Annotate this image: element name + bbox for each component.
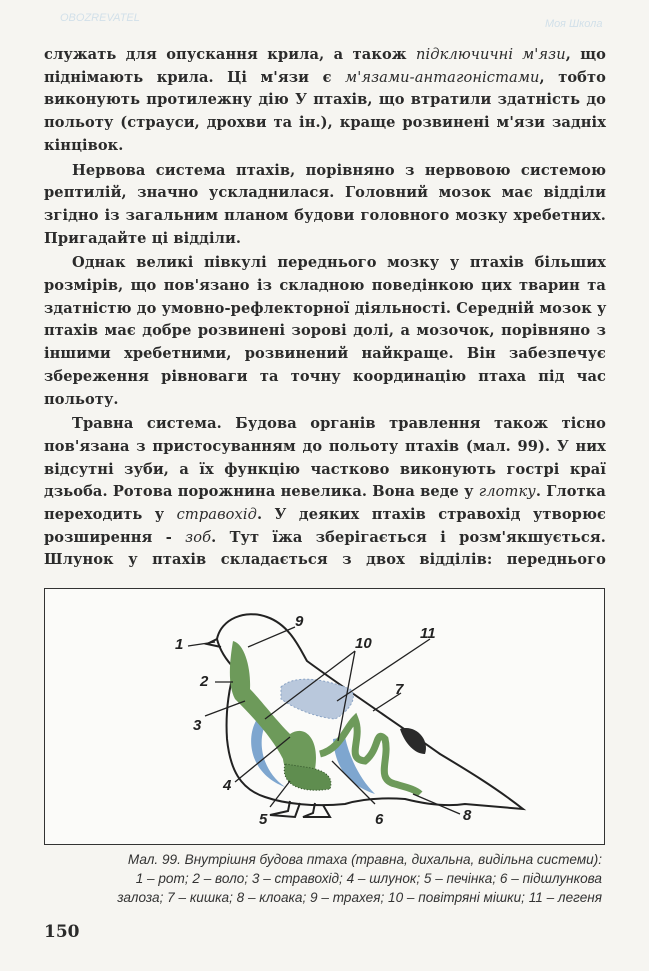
text-line bbox=[44, 527, 606, 550]
text-line bbox=[44, 436, 606, 459]
text-line bbox=[44, 343, 606, 366]
caption-line: Мал. 99. Внутрішня будова птаха (травна, дихальна, видільна системи): bbox=[127, 852, 602, 867]
label-1: 1 bbox=[175, 636, 184, 653]
text-segment: , що bbox=[565, 46, 606, 63]
text-segment: іншими хребетними, розвинений найкраще. Він забезпечує bbox=[44, 345, 606, 363]
label-4: 4 bbox=[223, 777, 232, 794]
italic-term: стравохід bbox=[176, 506, 257, 524]
text-segment: . Будова органів травлення також тісно bbox=[216, 415, 606, 433]
text-segment: . У деяких птахів стравохід утворює bbox=[257, 506, 607, 524]
text-line bbox=[44, 89, 606, 112]
text-segment: Однак великі півкулі переднього мозку у птахів більших bbox=[72, 254, 606, 272]
italic-term: зоб bbox=[185, 528, 212, 546]
text-segment: здатністю до умовно-рефлекторної діяльності. Середній мозок у bbox=[44, 299, 607, 317]
text-line bbox=[44, 252, 606, 275]
text-segment: кінцівок. bbox=[44, 136, 124, 154]
text-segment: переходить у bbox=[44, 506, 177, 524]
text-line bbox=[44, 320, 606, 343]
text-line bbox=[44, 67, 606, 90]
text-segment: птахів, порівняно з нервовою системою bbox=[225, 161, 607, 179]
text-segment: рептилій, значно ускладнилася. Головний мозок має відділи bbox=[44, 184, 606, 202]
text-segment: Шлунок у птахів складається з двох відділів: переднього bbox=[44, 551, 606, 569]
page-number: 150 bbox=[44, 922, 80, 942]
text-line bbox=[44, 298, 606, 321]
text-line bbox=[44, 160, 606, 183]
text-segment: пов'язана з пристосуванням до польоту птахів (мал. 99). У них bbox=[44, 437, 606, 455]
watermark: OBOZREVATEL bbox=[60, 12, 140, 24]
label-11: 11 bbox=[420, 625, 436, 642]
text-segment: виконують протилежну дію У птахів, що втратили здатність до bbox=[44, 91, 606, 109]
text-line bbox=[44, 135, 606, 158]
text-segment: птахів має добре розвинені зорові долі, а мозочок, порівняно з bbox=[44, 322, 606, 340]
text-line bbox=[44, 228, 606, 251]
text-segment: Пригадайте ці відділи. bbox=[44, 229, 242, 247]
figure-bird-anatomy bbox=[44, 588, 605, 845]
italic-term: глотку bbox=[478, 483, 536, 501]
bold-term: Нервова система bbox=[72, 161, 226, 179]
text-segment: польоту (страуси, дрохви та ін.), краще розвинені м'язи задніх bbox=[44, 114, 606, 132]
text-line bbox=[44, 459, 606, 482]
text-line bbox=[44, 366, 606, 389]
paragraph bbox=[44, 44, 606, 158]
italic-term: підключичні м'язи bbox=[416, 46, 566, 63]
liver bbox=[284, 764, 331, 790]
bird-illustration bbox=[45, 589, 604, 844]
watermark: Моя Школа bbox=[545, 18, 603, 30]
text-line bbox=[44, 389, 606, 412]
text-segment: згідно із загальним планом будови головного мозку хребетних. bbox=[44, 206, 606, 224]
figure-caption bbox=[52, 850, 602, 907]
text-segment: , тобто bbox=[539, 68, 606, 86]
paragraph bbox=[44, 413, 606, 572]
caption-line: 1 – рот; 2 – воло; 3 – стравохід; 4 – шлунок; 5 – печінка; 6 – підшлункова bbox=[135, 871, 602, 886]
text-line bbox=[44, 413, 606, 436]
text-segment: . Глотка bbox=[535, 483, 606, 501]
text-line bbox=[44, 549, 606, 572]
label-2: 2 bbox=[200, 673, 209, 690]
label-8: 8 bbox=[463, 807, 472, 824]
text-segment: служать для опускання крила, а також bbox=[44, 46, 417, 63]
bird-feet bbox=[270, 801, 330, 817]
label-10: 10 bbox=[355, 635, 372, 652]
text-line bbox=[44, 112, 606, 135]
text-line bbox=[44, 182, 606, 205]
text-segment: розмірів, що пов'язано із складною поведінкою цих тварин та bbox=[44, 277, 606, 295]
text-segment: розширення - bbox=[44, 528, 186, 546]
kidney bbox=[400, 728, 426, 754]
text-segment: . Тут їжа зберігається і розм'якшується. bbox=[211, 528, 606, 546]
text-line bbox=[44, 205, 606, 228]
label-7: 7 bbox=[395, 681, 404, 698]
text-segment: відсутні зуби, а їх функцію частково виконують гострі краї bbox=[44, 460, 606, 478]
text-segment: піднімають крила. Ці м'язи є bbox=[44, 68, 346, 86]
body-text bbox=[44, 44, 606, 574]
label-6: 6 bbox=[375, 811, 384, 828]
label-3: 3 bbox=[193, 717, 202, 734]
text-line bbox=[44, 504, 606, 527]
text-segment: збереження рівноваги та точну координацію птаха під час bbox=[44, 367, 606, 385]
label-9: 9 bbox=[295, 613, 304, 630]
bold-term: Травна система bbox=[72, 415, 217, 433]
italic-term: м'язами-антагоністами bbox=[345, 68, 540, 86]
text-line bbox=[44, 481, 606, 504]
caption-line: залоза; 7 – кишка; 8 – клоака; 9 – трахея; 10 – повітряні мішки; 11 – легеня bbox=[117, 890, 602, 905]
paragraph bbox=[44, 160, 606, 251]
label-5: 5 bbox=[259, 811, 268, 828]
text-line bbox=[44, 44, 606, 67]
text-line bbox=[44, 275, 606, 298]
text-segment: польоту. bbox=[44, 390, 119, 408]
paragraph bbox=[44, 252, 606, 411]
text-segment: дзьоба. Ротова порожнина невелика. Вона веде у bbox=[44, 483, 479, 501]
